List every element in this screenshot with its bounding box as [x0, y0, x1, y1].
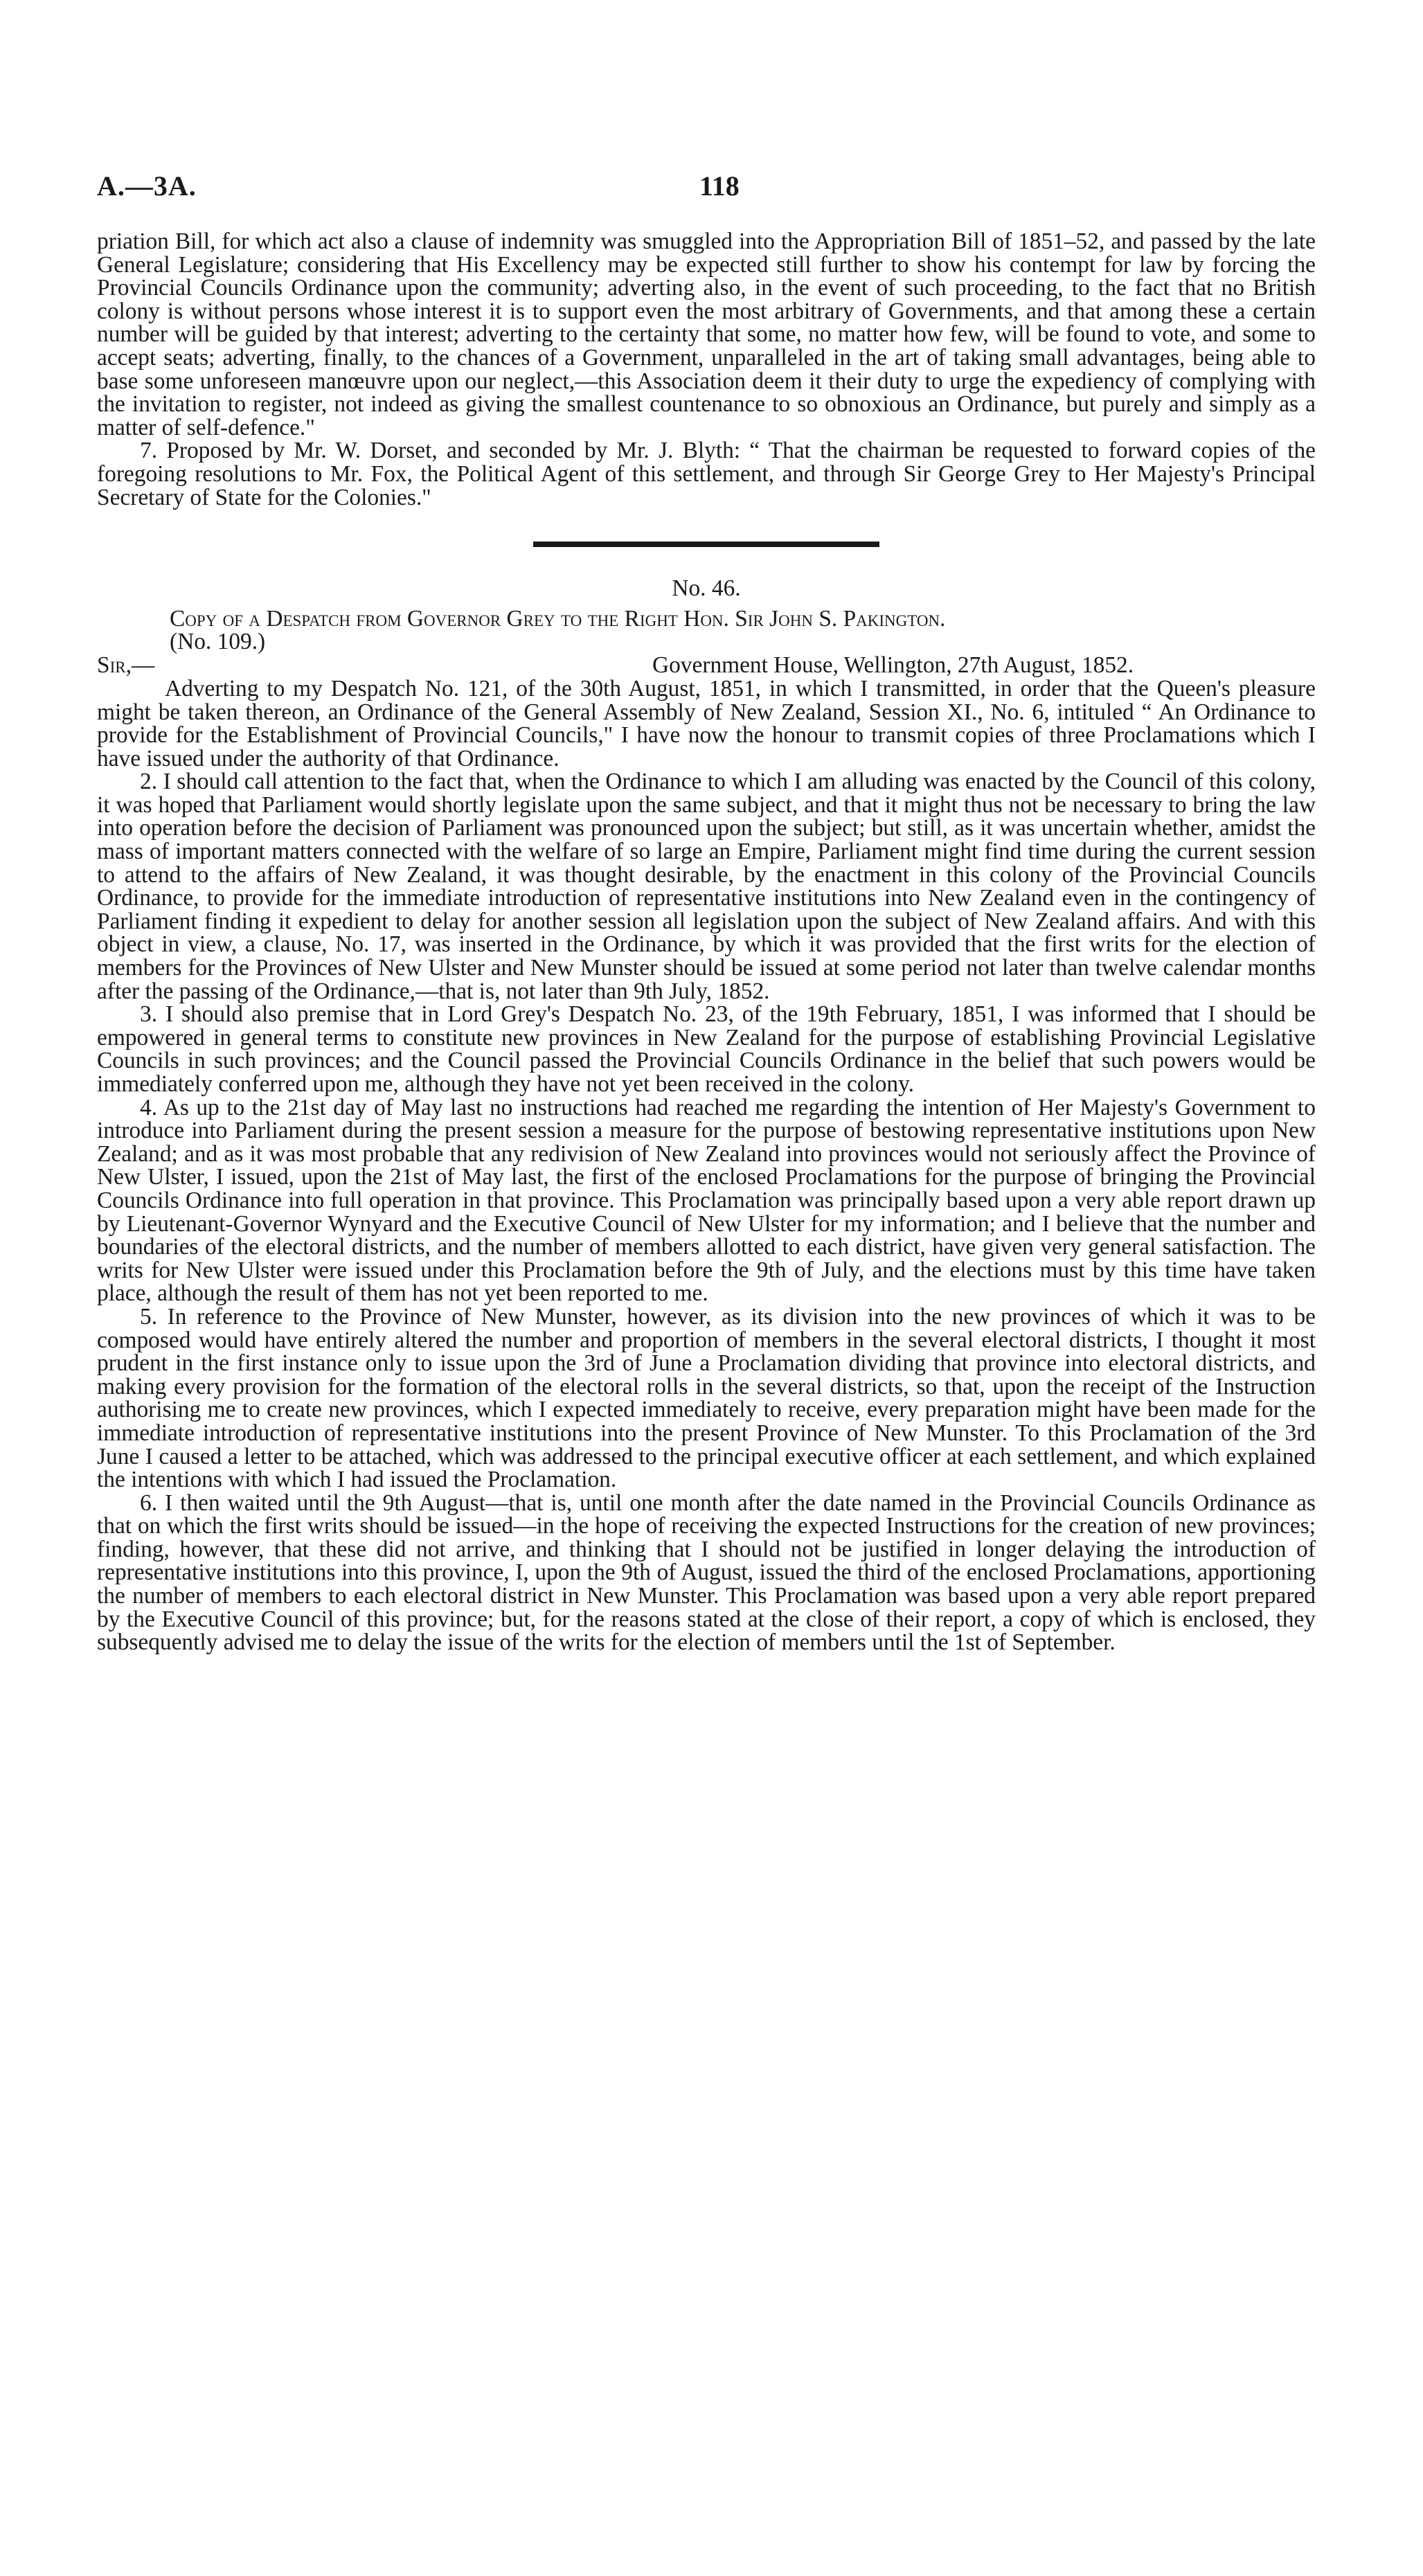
page-header — [97, 170, 1316, 211]
salutation: Sir,— — [97, 652, 155, 678]
despatch-paragraph-4: 4. As up to the 21st day of May last no instructions had reached me regarding the intention of Her Majesty's Government to introduce into Parliament during the present session a measure for the purpose of bestowing representative institutions upon New Zealand; and as it was most probable that any redivision of New Zealand into provinces would not seriously affect the Province of New Ulster, I issued, upon the 21st of May last, the first of the enclosed Proclamations for the purpose of bringing the Provincial Councils Ordinance into full operation in that province. This Proclamation was principally based upon a very able report drawn up by Lieutenant-Governor Wynyard and the Executive Council of New Ulster for my information; and I believe that the number and boundaries of the electoral districts, and the number of members allotted to each district, have given very general satisfaction. The writs for New Ulster were issued under this Proclamation before the 9th of July, and the elections must by this time have taken place, although the result of them has not yet been reported to me. — [97, 1094, 1316, 1307]
page-body — [97, 230, 1316, 1654]
despatch-sub-number: (No. 109.) — [170, 629, 266, 655]
section-divider — [533, 542, 879, 547]
despatch-paragraph-3: 3. I should also premise that in Lord Grey's Despatch No. 23, of the 19th February, 1851, I was informed that I should be empowered in general terms to constitute new provinces in New Zealand for the purpose of establishing Provincial Legislative Councils in such provinces; and the Council passed the Provincial Councils Ordinance in the belief that such powers would be immediately conferred upon me, although they have not yet been received in the colony. — [97, 1001, 1316, 1097]
resolution-paragraph: 7. Proposed by Mr. W. Dorset, and seconded by Mr. J. Blyth: “ That the chairman be requested to forward copies of the foregoing resolutions to Mr. Fox, the Political Agent of this settlement, and through Sir George Grey to Her Majesty's Principal Secretary of State for the Colonies." — [97, 438, 1316, 510]
paper-reference: A.—3A. — [97, 170, 197, 202]
despatch-paragraph-2: 2. I should call attention to the fact that, when the Ordinance to which I am alluding was enacted by the Council of this colony, it was hoped that Parliament would shortly legislate upon the same subject, and that it might thus not be necessary to bring the law into operation before the decision of Parliament was pronounced upon the subject; but still, as it was uncertain whether, amidst the mass of important matters connected with the welfare of so large an Empire, Parliament might find time during the current session to attend to the affairs of New Zealand, it was thought desirable, by the enactment in this colony of the Provincial Councils Ordinance, to provide for the immediate introduction of representative institutions into New Zealand even in the contingency of Parliament finding it expedient to delay for another session all legislation upon the subject of New Zealand affairs. And with this object in view, a clause, No. 17, was inserted in the Ordinance, by which it was provided that the first writs for the election of members for the Provinces of New Ulster and New Munster should be issued at some period not later than twelve calendar months after the passing of the Ordinance,—that is, not later than 9th July, 1852. — [97, 769, 1316, 1004]
despatch-paragraph-6: 6. I then waited until the 9th August—that is, until one month after the date named in the Provincial Councils Ordinance as that on which the first writs should be issued—in the hope of receiving the expected Instructions for the creation of new provinces; finding, however, that these did not arrive, and thinking that I should not be justified in longer delaying the introduction of representative institutions into this province, I, upon the 9th of August, issued the third of the enclosed Proclamations, apportioning the number of members to each electoral district in New Munster. This Proclamation was based upon a very able report prepared by the Executive Council of this province; but, for the reasons stated at the close of their report, a copy of which is enclosed, they subsequently advised me to delay the issue of the writs for the election of members until the 1st of September. — [97, 1490, 1316, 1656]
continued-paragraph: priation Bill, for which act also a clause of indemnity was smuggled into the Appropriation Bill of 1851–52, and passed by the late General Legislature; considering that His Excellency may be expected still further to show his contempt for law by forcing the Provincial Councils Ordinance upon the community; adverting also, in the event of such proceeding, to the fact that no British colony is without persons whose interest it is to support even the most arbitrary of Governments, and that among these a certain number will be guided by that interest; adverting to the certainty that some, no matter how few, will be found to vote, and some to accept seats; adverting, finally, to the chances of a Government, unparalleled in the art of taking small advantages, being able to base some unforeseen manœuvre upon our neglect,—this Association deem it their duty to urge the expediency of complying with the invitation to register, not indeed as giving the smallest countenance to so obnoxious an Ordinance, but purely and simply as a matter of self-defence." — [97, 229, 1316, 440]
salutation-row — [97, 654, 1316, 677]
despatch-number: No. 46. — [672, 575, 741, 602]
page-number: 118 — [699, 170, 740, 202]
despatch-title: Copy of a Despatch from Governor Grey to the Right Hon. Sir John S. Pakington. — [170, 605, 946, 632]
despatch-paragraph-5: 5. In reference to the Province of New Munster, however, as its division into the new provinces of which it was to be composed would have entirely altered the number and proportion of members in the several electoral districts, I thought it most prudent in the first instance only to issue upon the 3rd of June a Proclamation dividing that province into electoral districts, and making every provision for the formation of the electoral rolls in the several districts, so that, upon the receipt of the Instruction authorising me to create new provinces, which I expected immediately to receive, every preparation might have been made for the immediate introduction of representative institutions into the present Province of New Munster. To this Proclamation of the 3rd June I caused a letter to be attached, which was addressed to the principal executive officer at each settlement, and which explained the intentions with which I had issued the Proclamation. — [97, 1303, 1316, 1493]
despatch-paragraph-1: Adverting to my Despatch No. 121, of the 30th August, 1851, in which I transmitted, in order that the Queen's pleasure might be taken thereon, an Ordinance of the General Assembly of New Zealand, Session XI., No. 6, intituled “ An Ordinance to provide for the Establishment of Provincial Councils," I have now the honour to transmit copies of three Proclamations which I have issued under the authority of that Ordinance. — [97, 675, 1316, 771]
dateline: Government House, Wellington, 27th August, 1852. — [652, 652, 1134, 678]
